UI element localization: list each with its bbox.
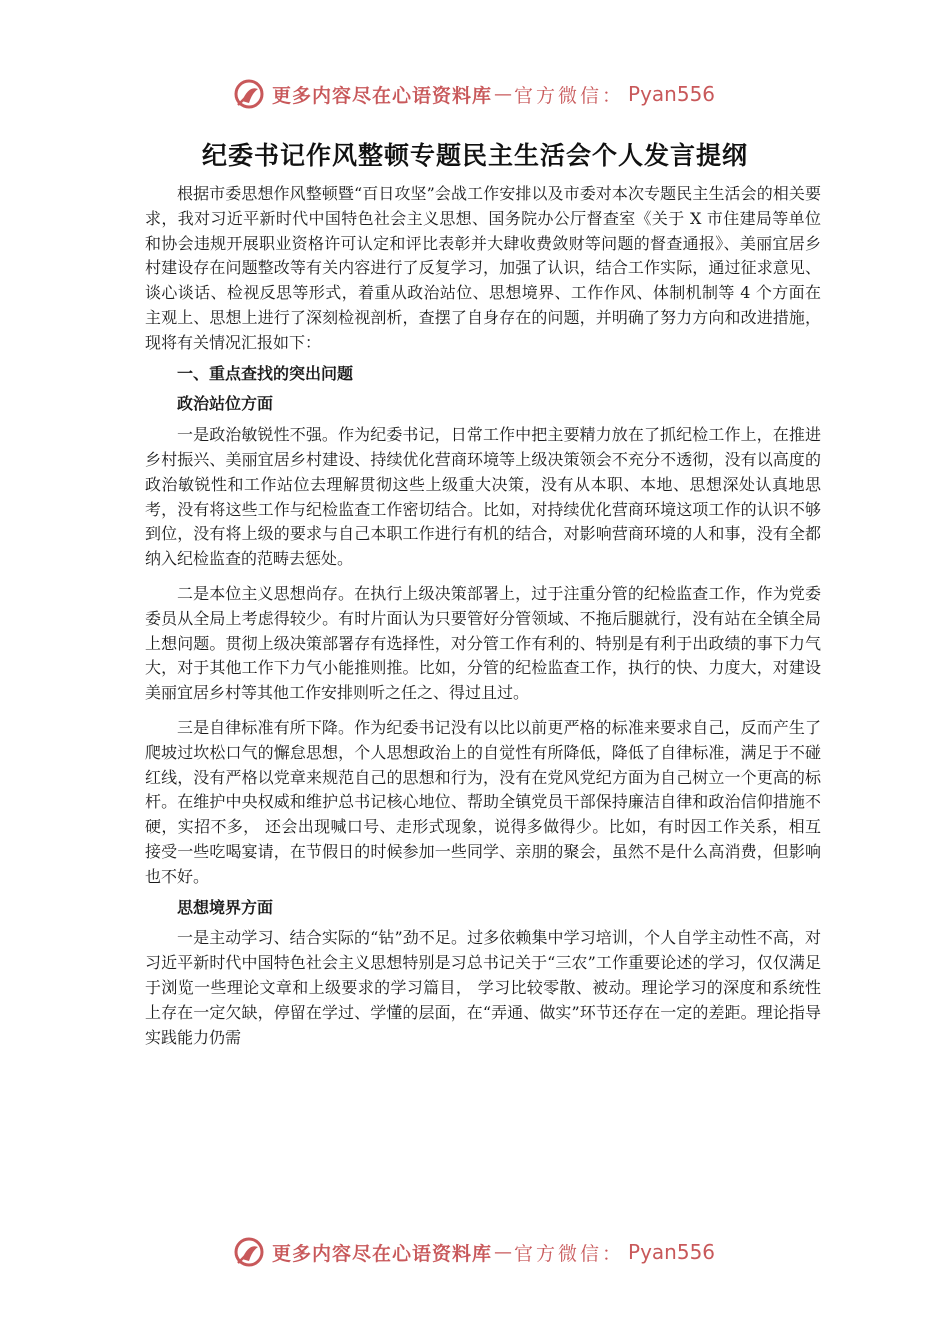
watermark-label: 官方微信： <box>514 84 625 107</box>
watermark-label: 官方微信： <box>514 1242 625 1265</box>
paragraph-ideology-1: 一是主动学习、结合实际的“钻”劲不足。过多依赖集中学习培训，个人自学主动性不高，对习近平新时代中国特色社会主义思想特别是习总书记关于“三农”工作重要论述的学习，仅仅满足于浏览一些理论文章和上级要求的学习篇目， 学习比较零散、被动。理论学习的深度和系统性上存在一定欠缺，停留在学过、学懂的层面，在“弄通、做实”环节还存在一定的差距。理论指导实践能力仍需 <box>145 928 821 1047</box>
subsection-heading-political: 政治站位方面 <box>177 394 274 414</box>
paragraph-political-3: 三是自律标准有所下降。作为纪委书记没有以比以前更严格的标准来要求自己，反而产生了爬坡过坎松口气的懈怠思想，个人思想政治上的自觉性有所降低，降低了自律标准，满足于不碰红线，没有严格以党章来规范自己的思想和行为，没有在党风党纪方面为自己树立一个更高的标杆。在维护中央权威和维护总书记核心地位、帮助全镇党员干部保持廉洁自律和政治信仰措施不硬，实招不多， 还会出现喊口号、走形式现象，说得多做得少。比如，有时因工作关系，相互接受一些吃喝宴请，在节假日的时候参加一些同学、亲朋的聚会，虽然不是什么高消费，但影响也不好。 <box>145 717 821 886</box>
watermark-separator: — <box>494 1241 513 1263</box>
watermark-separator: — <box>494 83 513 105</box>
flower-logo-icon <box>232 1235 266 1269</box>
paragraph-political-2: 二是本位主义思想尚存。在执行上级决策部署上，过于注重分管的纪检监查工作，作为党委委员从全局上考虑得较少。有时片面认为只要管好分管领域、不拖后腿就行，没有站在全镇全局上想问题。贯彻上级决策部署存有选择性，对分管工作有利的、特别是有利于出政绩的事下力气大，对于其他工作下力气小能推则推。比如，分管的纪检监查工作，执行的快、力度大，对建设美丽宜居乡村等其他工作安排则听之任之、得过且过。 <box>145 583 821 703</box>
watermark-main-text: 更多内容尽在心语资料库 <box>272 1242 493 1265</box>
section-heading: 一、重点查找的突出问题 <box>177 363 354 383</box>
document-body <box>145 182 821 1050</box>
intro-paragraph: 根据市委思想作风整顿暨“百日攻坚”会战工作安排以及市委对本次专题民主生活会的相关要求，我对习近平新时代中国特色社会主义思想、国务院办公厅督查室《关于 X 市住建局等单位和协会违规开展职业资格许可认定和评比表彰并大肆收费敛财等问题的督查通报》、美丽宜居乡村建设存在问题整改等有关内容进行了反复学习，加强了认识，结合工作实际，通过征求意见、谈心谈话、检视反思等形式，着重从政治站位、思想境界、工作作风、体制机制等 4 个方面在主观上、思想上进行了深刻检视剖析，查摆了自身存在的问题，并明确了努力方向和改进措施，现将有关情况汇报如下： <box>145 184 821 352</box>
watermark-footer <box>232 1232 715 1272</box>
watermark-main-text: 更多内容尽在心语资料库 <box>272 84 493 107</box>
subsection-heading-ideology: 思想境界方面 <box>177 897 274 917</box>
watermark-wechat-id: Pyan556 <box>628 1240 716 1264</box>
paragraph-political-1: 一是政治敏锐性不强。作为纪委书记，日常工作中把主要精力放在了抓纪检工作上，在推进乡村振兴、美丽宜居乡村建设、持续优化营商环境等上级决策领会不充分不透彻，没有以高度的政治敏锐性和工作站位去理解贯彻这些上级重大决策，没有从本职、本地、思想深处认真地思考，没有将这些工作与纪检监查工作密切结合。比如，对持续优化营商环境这项工作的认识不够到位，没有将上级的要求与自己本职工作进行有机的结合，对影响营商环境的人和事，没有全都纳入纪检监查的范畴去惩处。 <box>145 425 821 569</box>
flower-logo-icon <box>232 77 266 111</box>
document-title: 纪委书记作风整顿专题民主生活会个人发言提纲 <box>201 141 748 170</box>
watermark-wechat-id: Pyan556 <box>628 82 716 106</box>
watermark-header <box>232 74 715 114</box>
